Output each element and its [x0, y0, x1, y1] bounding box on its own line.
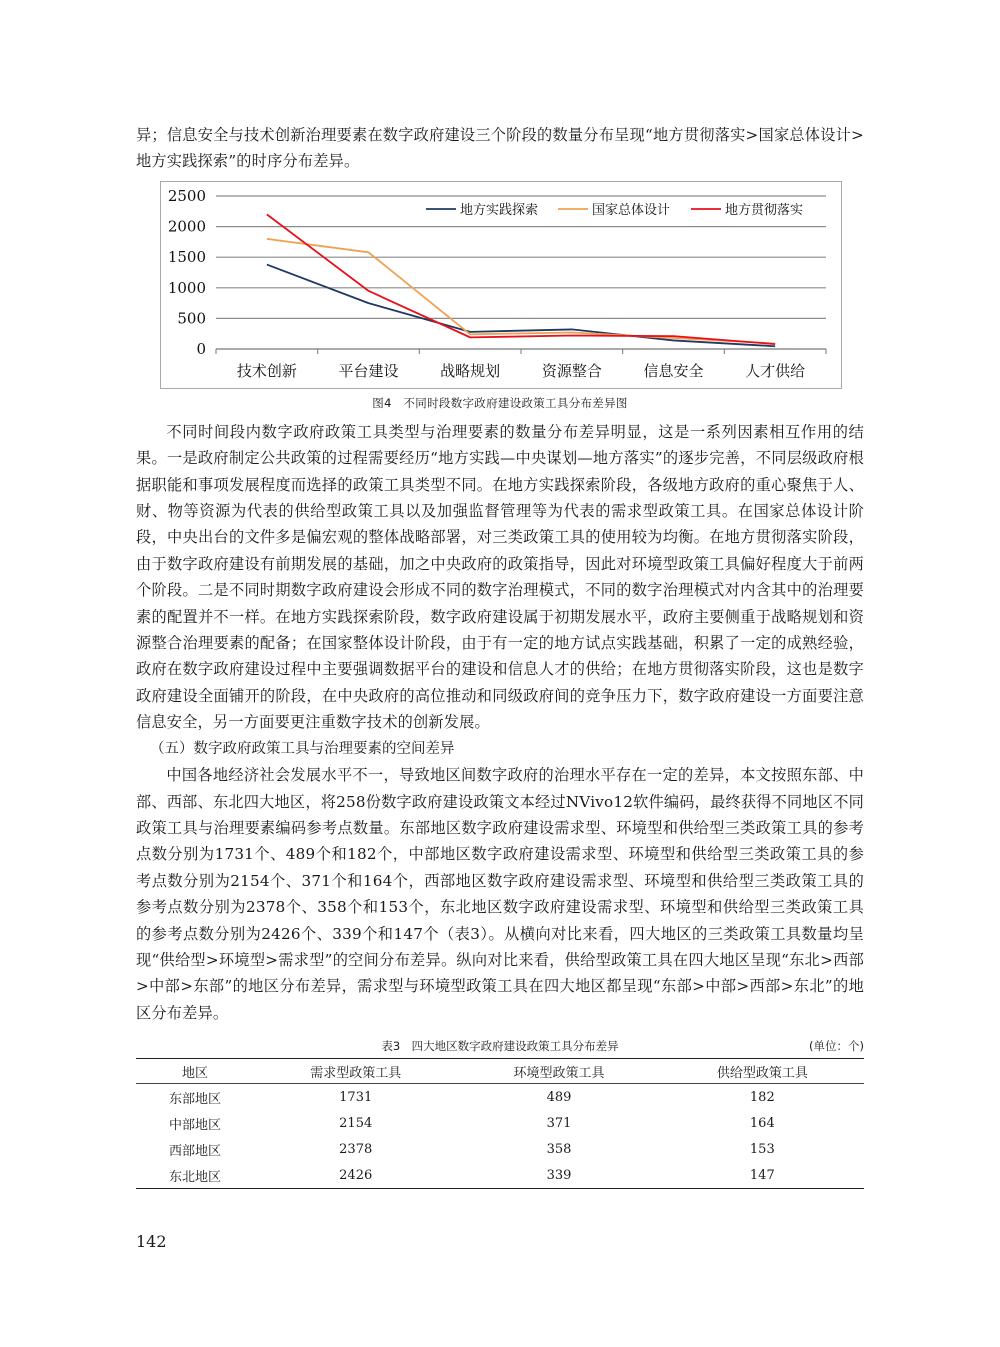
x-tick-label: 平台建设	[338, 361, 399, 380]
y-tick-label: 1000	[167, 278, 206, 297]
table-header-cell: 地区	[136, 1059, 254, 1084]
table-header-cell: 需求型政策工具	[254, 1059, 457, 1084]
series-line	[267, 214, 775, 344]
table-cell: 147	[749, 1167, 775, 1183]
body-paragraph: 不同时间段内数字政府政策工具类型与治理要素的数量分布差异明显，这是一系列因素相互作用的结果。一是政府制定公共政策的过程需要经历“地方实践—中央谋划—地方落实”的逐步完善，不同层级政府根据职能和事项发展程度而选择的政策工具类型不同。在地方实践探索阶段，各级地方政府的重心聚焦于人、财、物等资源为代表的供给型政策工具以及加强监督管理等为代表的需求型政策工具。在国家总体设计阶段，中央出台的文件多是偏宏观的整体战略部署，对三类政策工具的使用较为均衡。在地方贯彻落实阶段，由于数字政府建设有前期发展的基础，加之中央政府的政策指导，因此对环境型政策工具偏好程度大于前两个阶段。二是不同时期数字政府建设会形成不同的数字治理模式，不同的数字治理模式对内含其中的治理要素的配置并不一样。在地方实践探索阶段，数字政府建设属于初期发展水平，政府主要侧重于战略规划和资源整合治理要素的配备；在国家整体设计阶段，由于有一定的地方试点实践基础，积累了一定的成熟经验，政府在数字政府建设过程中主要强调数据平台的建设和信息人才的供给；在地方贯彻落实阶段，这也是数字政府建设全面铺开的阶段，在中央政府的高位推动和同级政府间的竞争压力下，数字政府建设一方面要注意信息安全，另一方面要更注重数字技术的创新发展。	[136, 422, 864, 732]
table-cell: 2154	[339, 1115, 373, 1131]
table-cell: 339	[546, 1167, 572, 1183]
y-tick-label: 1500	[167, 248, 206, 267]
table-header-cell: 供给型政策工具	[661, 1059, 864, 1084]
table-cell: 2378	[339, 1141, 373, 1157]
legend-label: 地方实践探索	[460, 202, 539, 218]
table-cell: 2426	[339, 1167, 373, 1183]
intro-paragraph: 异；信息安全与技术创新治理要素在数字政府建设三个阶段的数量分布呈现“地方贯彻落实>国家总体设计>地方实践探索”的时序分布差异。	[136, 126, 864, 171]
table-cell: 东部地区	[169, 1091, 222, 1107]
legend-label: 地方贯彻落实	[725, 202, 804, 218]
table-cell: 东北地区	[169, 1169, 222, 1185]
table-unit: (单位：个)	[809, 1039, 864, 1054]
table-cell: 182	[749, 1089, 775, 1105]
table-title: 表3 四大地区数字政府建设政策工具分布差异	[381, 1039, 619, 1054]
page-number: 142	[136, 1232, 167, 1251]
table-caption-row	[136, 1036, 864, 1058]
table-header-cell: 环境型政策工具	[457, 1059, 660, 1084]
legend-label: 国家总体设计	[592, 202, 671, 218]
y-tick-label: 500	[177, 309, 206, 328]
y-tick-label: 0	[196, 339, 206, 358]
figure-caption: 图4 不同时段数字政府建设政策工具分布差异图	[372, 395, 628, 410]
y-tick-label: 2000	[167, 217, 206, 236]
table-cell: 中部地区	[169, 1117, 222, 1133]
page-body	[136, 122, 864, 1189]
section-heading: （五）数字政府政策工具与治理要素的空间差异	[150, 740, 455, 757]
table-cell: 1731	[339, 1089, 373, 1105]
section-paragraph: 中国各地经济社会发展水平不一，导致地区间数字政府的治理水平存在一定的差异，本文按照东部、中部、西部、东北四大地区，将258份数字政府建设政策文本经过NVivo12软件编码，最终获得不同地区不同政策工具与治理要素编码参考点数量。东部地区数字政府建设需求型、环境型和供给型三类政策工具的参考点数分别为1731个、489个和182个，中部地区数字政府建设需求型、环境型和供给型三类政策工具的参考点数分别为2154个、371个和164个，西部地区数字政府建设需求型、环境型和供给型三类政策工具的参考点数分别为2378个、358个和153个，东北地区数字政府建设需求型、环境型和供给型三类政策工具的参考点数分别为2426个、339个和147个（表3）。从横向对比来看，四大地区的三类政策工具数量均呈现“供给型>环境型>需求型”的空间分布差异。纵向对比来看，供给型政策工具在四大地区呈现“东北>西部>中部>东部”的地区分布差异，需求型与环境型政策工具在四大地区都呈现“东部>中部>西部>东北”的地区分布差异。	[136, 766, 864, 1022]
table-row	[136, 1084, 864, 1111]
table-cell: 358	[546, 1141, 572, 1157]
line-chart	[160, 181, 842, 389]
chart-svg	[161, 182, 841, 388]
table-cell: 164	[749, 1115, 775, 1131]
x-tick-label: 信息安全	[643, 361, 704, 380]
table-row	[136, 1110, 864, 1136]
x-tick-label: 战略规划	[440, 361, 501, 380]
x-tick-label: 资源整合	[541, 361, 602, 380]
table-row	[136, 1162, 864, 1189]
x-tick-label: 人才供给	[745, 361, 806, 380]
x-tick-label: 技术创新	[236, 361, 297, 380]
series-line	[267, 239, 775, 344]
table-header-row	[136, 1059, 864, 1084]
table-row	[136, 1136, 864, 1162]
table-cell: 489	[546, 1089, 572, 1105]
table-cell: 153	[749, 1141, 775, 1157]
table-cell: 371	[546, 1115, 572, 1131]
y-tick-label: 2500	[167, 186, 206, 205]
table-cell: 西部地区	[169, 1143, 222, 1159]
data-table	[136, 1058, 864, 1189]
